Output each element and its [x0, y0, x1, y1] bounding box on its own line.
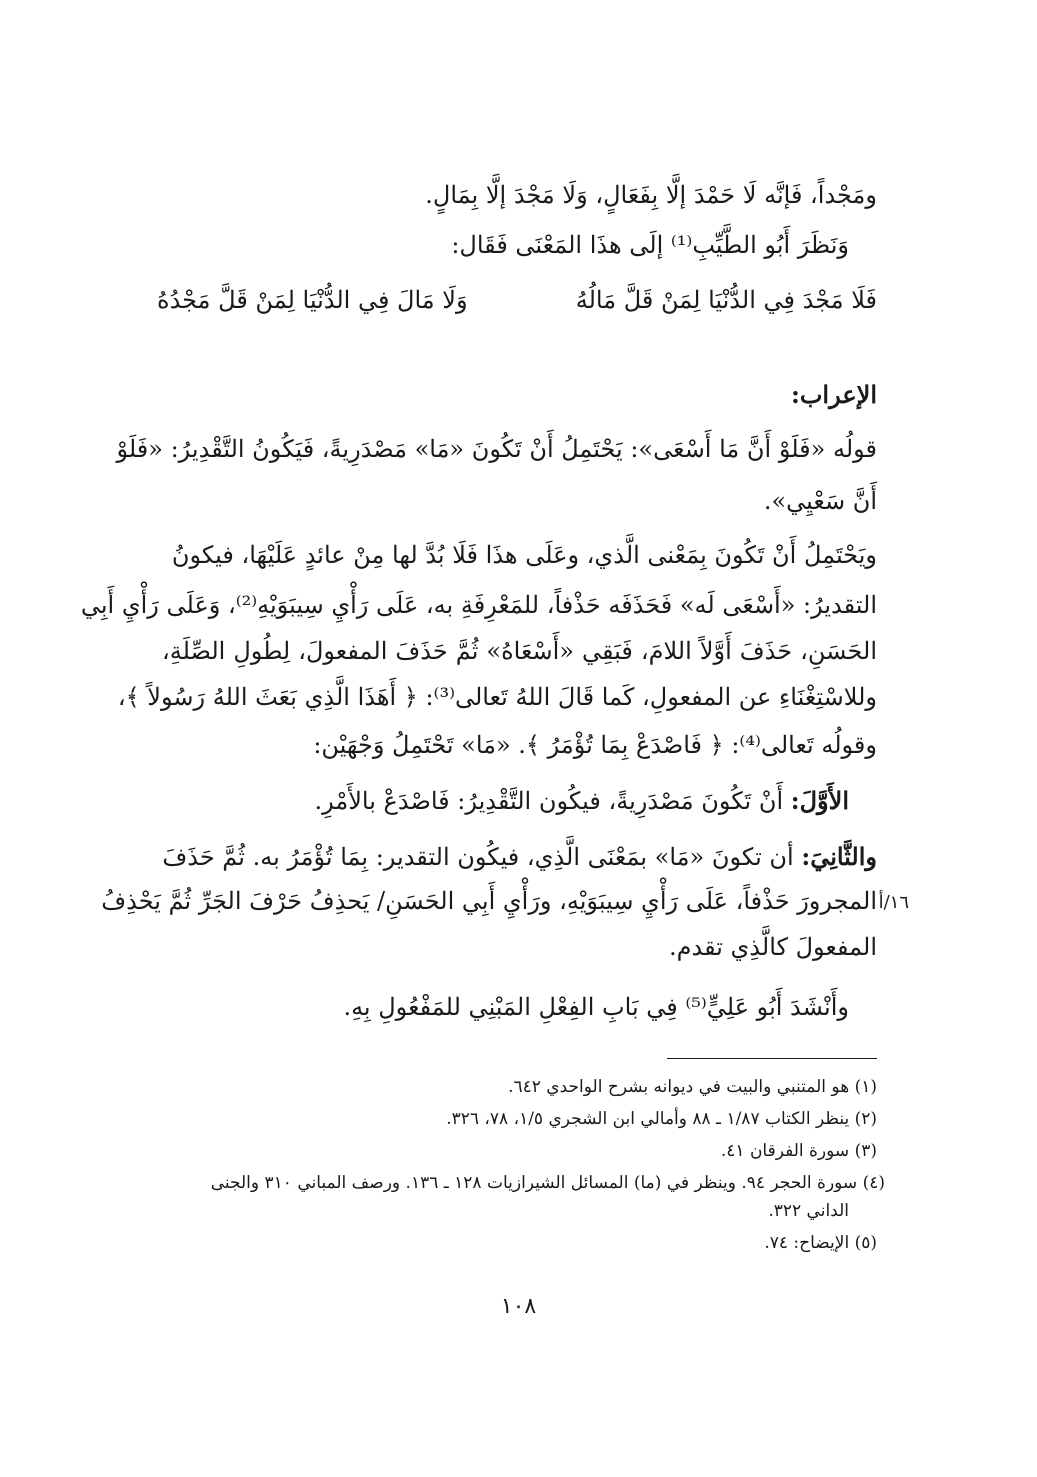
paragraph-2-line-4: وللاسْتِغْنَاءِ عن المفعولِ، كَما قَالَ اللهُ تَعالى⁽³⁾: ﴿ أَهَذَا الَّذِي بَعَثَ اللهُ رَسُولاً ﴾،: [117, 683, 877, 711]
verse-second-hemistich: وَلَا مَالَ فِي الدُّنْيَا لِمَنْ قَلَّ مَجْدُهُ: [157, 286, 468, 314]
paragraph-2-line-2: التقديرُ: «أَسْعَى لَه» فَحَذَفَه حَذْفاً، للمَعْرِفَةِ به، عَلَى رَأْيِ سِيبَوَيْهِ⁽²⁾، وَعَلَى رَأْيِ أَبِي: [80, 591, 877, 619]
first-label: الأَوَّلَ:: [790, 786, 849, 815]
paragraph-2-line-5: وقولُه تَعالى⁽⁴⁾: ﴿ فَاصْدَعْ بِمَا تُؤْمَرُ ﴾. «مَا» تَحْتَمِلُ وَجْهَيْن:: [313, 731, 877, 759]
paragraph-2-line-3: الحَسَنِ، حَذَفَ أَوَّلاً اللامَ، فَبَقِي «أَسْعَاهُ» ثُمَّ حَذَفَ المفعولَ، لِطُولِ الصِّلَةِ،: [162, 637, 877, 665]
footnote-4-line-2: الداني ٣٢٢.: [768, 1201, 849, 1221]
paragraph-3: [134, 784, 849, 818]
paragraph-1-line-1: قولُه «فَلَوْ أَنَّ مَا أَسْعَى»: يَحْتَمِلُ أَنْ تَكُونَ «مَا» مَصْدَرِيةً، فَيَكُونُ التَّقْدِيرُ: «فَلَوْ: [116, 435, 877, 463]
paragraph-4-line-1: [162, 840, 877, 874]
section-heading: الإعراب:: [790, 380, 877, 409]
text-line-2: وَنَظَرَ أَبُو الطَّيِّبِ⁽¹⁾ إلَى هذَا المَعْنَى فَقَال:: [451, 231, 849, 259]
manuscript-folio-marker: ١٦/أ: [878, 892, 909, 913]
verse-first-hemistich: فَلَا مَجْدَ فِي الدُّنْيَا لِمَنْ قَلَّ مَالُهُ: [575, 286, 877, 314]
paragraph-5: وأَنْشَدَ أَبُو عَلِيٍّ⁽⁵⁾ فِي بَابِ الفِعْلِ المَبْنِي للمَفْعُولِ بِهِ.: [343, 993, 849, 1021]
page-number: ١٠٨: [500, 1294, 537, 1319]
text-line-1: ومَجْداً، فَإنَّه لَا حَمْدَ إلَّا بِفَعَالٍ، وَلَا مَجْدَ إلَّا بِمَالٍ.: [425, 181, 877, 209]
poetry-verse: [157, 282, 877, 322]
paragraph-4-line-3: المفعولَ كالَّذِي تقدم.: [668, 933, 877, 961]
second-label: والثَّانِيَ:: [801, 842, 877, 871]
first-text: أَنْ تَكُونَ مَصْدَرِيةً، فيكُون التَّقْدِيرُ: فَاصْدَعْ بالأَمْرِ.: [314, 787, 791, 815]
footnote-5: (٥) الإيضاح: ٧٤.: [764, 1233, 877, 1253]
footnote-4-line-1: (٤) سورة الحجر ٩٤. وينظر في (ما) المسائل الشيرازيات ١٢٨ ـ ١٣٦. ورصف المباني ٣١٠ والجنى: [210, 1173, 885, 1193]
footnote-separator: [667, 1058, 877, 1059]
paragraph-1-line-2: أَنَّ سَعْيِي».: [763, 487, 877, 515]
second-text: أن تكونَ «مَا» بمَعْنَى الَّذِي، فيكُون التقدير: بِمَا تُؤْمَرُ به. ثُمَّ حَذَفَ: [162, 843, 802, 871]
paragraph-2-line-1: ويَحْتَمِلُ أَنْ تَكُونَ بِمَعْنى الَّذي، وعَلَى هذَا فَلَا بُدَّ لها مِنْ عائدٍ عَلَيْهَا، فيكونُ: [171, 541, 877, 569]
footnote-3: (٣) سورة الفرقان ٤١.: [720, 1141, 877, 1161]
paragraph-4-line-2: المجرورَ حَذْفاً، عَلَى رَأْيِ سِيبَوَيْهِ، ورَأْيِ أَبِي الحَسَنِ/ يَحذِفُ حَرْفَ الجَرِّ ثُمَّ يَحْذِفُ: [101, 887, 877, 915]
footnote-1: (١) هو المتنبي والبيت في ديوانه بشرح الواحدي ٦٤٢.: [508, 1077, 877, 1097]
footnote-2: (٢) ينظر الكتاب ١/٨٧ ـ ٨٨ وأمالي ابن الشجري ١/٥، ٧٨، ٣٢٦.: [446, 1109, 877, 1129]
